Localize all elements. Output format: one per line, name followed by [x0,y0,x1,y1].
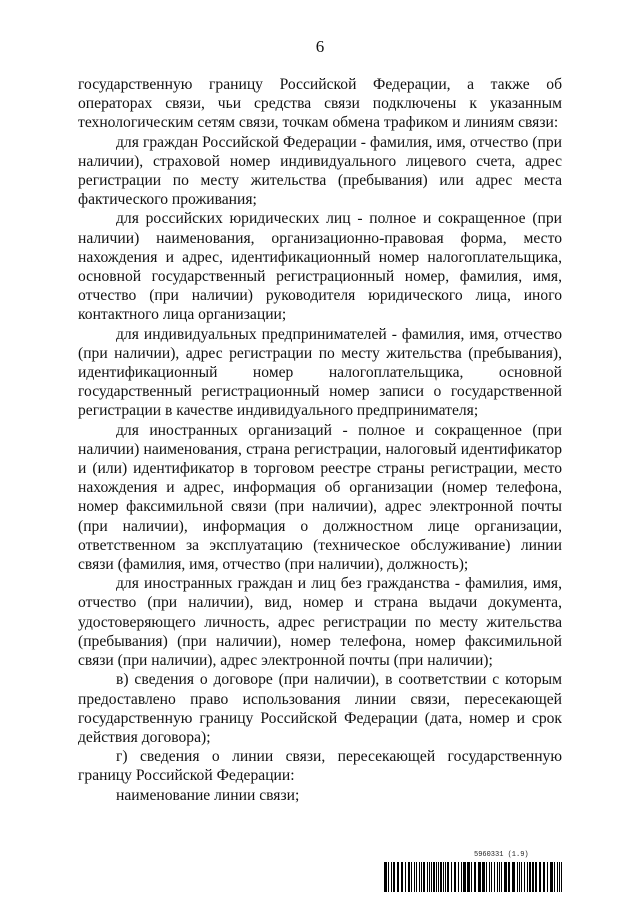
paragraph-item-g-line-info: г) сведения о линии связи, пересекающей государственную границу Российской Федерации: [78,748,562,785]
paragraph-russian-legal-entities: для российских юридических лиц - полное и сокращенное (при наличии) наименования, организационно-правовая форма, место нахождения и адрес, идентификационный номер налогоплательщика, основной государственный регистрационный номер, фамилия, имя, отчество (при наличии) руководителя юридического лица, иного контактного лица организации; [78,210,562,324]
paragraph-individual-entrepreneurs: для индивидуальных предпринимателей - фамилия, имя, отчество (при наличии), адрес регистрации по месту жительства (пребывания), идентификационный номер налогоплательщика, основной государственный регистрационный номер записи о государственной регистрации в качестве индивидуального предпринимателя; [78,325,562,420]
page-number: 6 [315,37,325,56]
paragraph-foreign-citizens: для иностранных граждан и лиц без гражданства - фамилия, имя, отчество (при наличии), вид, номер и страна выдачи документа, удостоверяющего личность, адрес регистрации по месту жительства (пребывания) (при наличии), номер телефона, номер факсимильной связи (при наличии), адрес электронной почты (при наличии); [78,575,562,670]
paragraph-continuation: государственную границу Российской Федерации, а также об операторах связи, чьи средства связи подключены к указанным технологическим сетям связи, точкам обмена трафиком и линиям связи: [78,76,562,132]
barcode-icon [384,862,562,892]
document-body [78,75,562,805]
paragraph-citizens-rf: для граждан Российской Федерации - фамилия, имя, отчество (при наличии), страховой номер индивидуального лицевого счета, адрес регистрации по месту жительства (пребывания) или адрес места фактического проживания; [78,133,562,209]
document-barcode-block [384,851,562,893]
paragraph-foreign-organizations: для иностранных организаций - полное и сокращенное (при наличии) наименования, страна регистрации, налоговый идентификатор и (или) идентификатор в торговом реестре страны регистрации, место нахождения и адрес, информация об организации (номер телефона, номер факсимильной связи (при наличии), адрес электронной почты (при наличии), информация о должностном лице организации, ответственном за эксплуатацию (техническое обслуживание) линии связи (фамилия, имя, отчество (при наличии), должность); [78,421,562,574]
paragraph-line-name: наименование линии связи; [116,786,300,804]
paragraph-item-v-contract: в) сведения о договоре (при наличии), в соответствии с которым предоставлено право использования линии связи, пересекающей государственную границу Российской Федерации (дата, номер и срок действия договора); [78,671,562,746]
barcode-id: 5960331 (1.9) [474,851,529,859]
